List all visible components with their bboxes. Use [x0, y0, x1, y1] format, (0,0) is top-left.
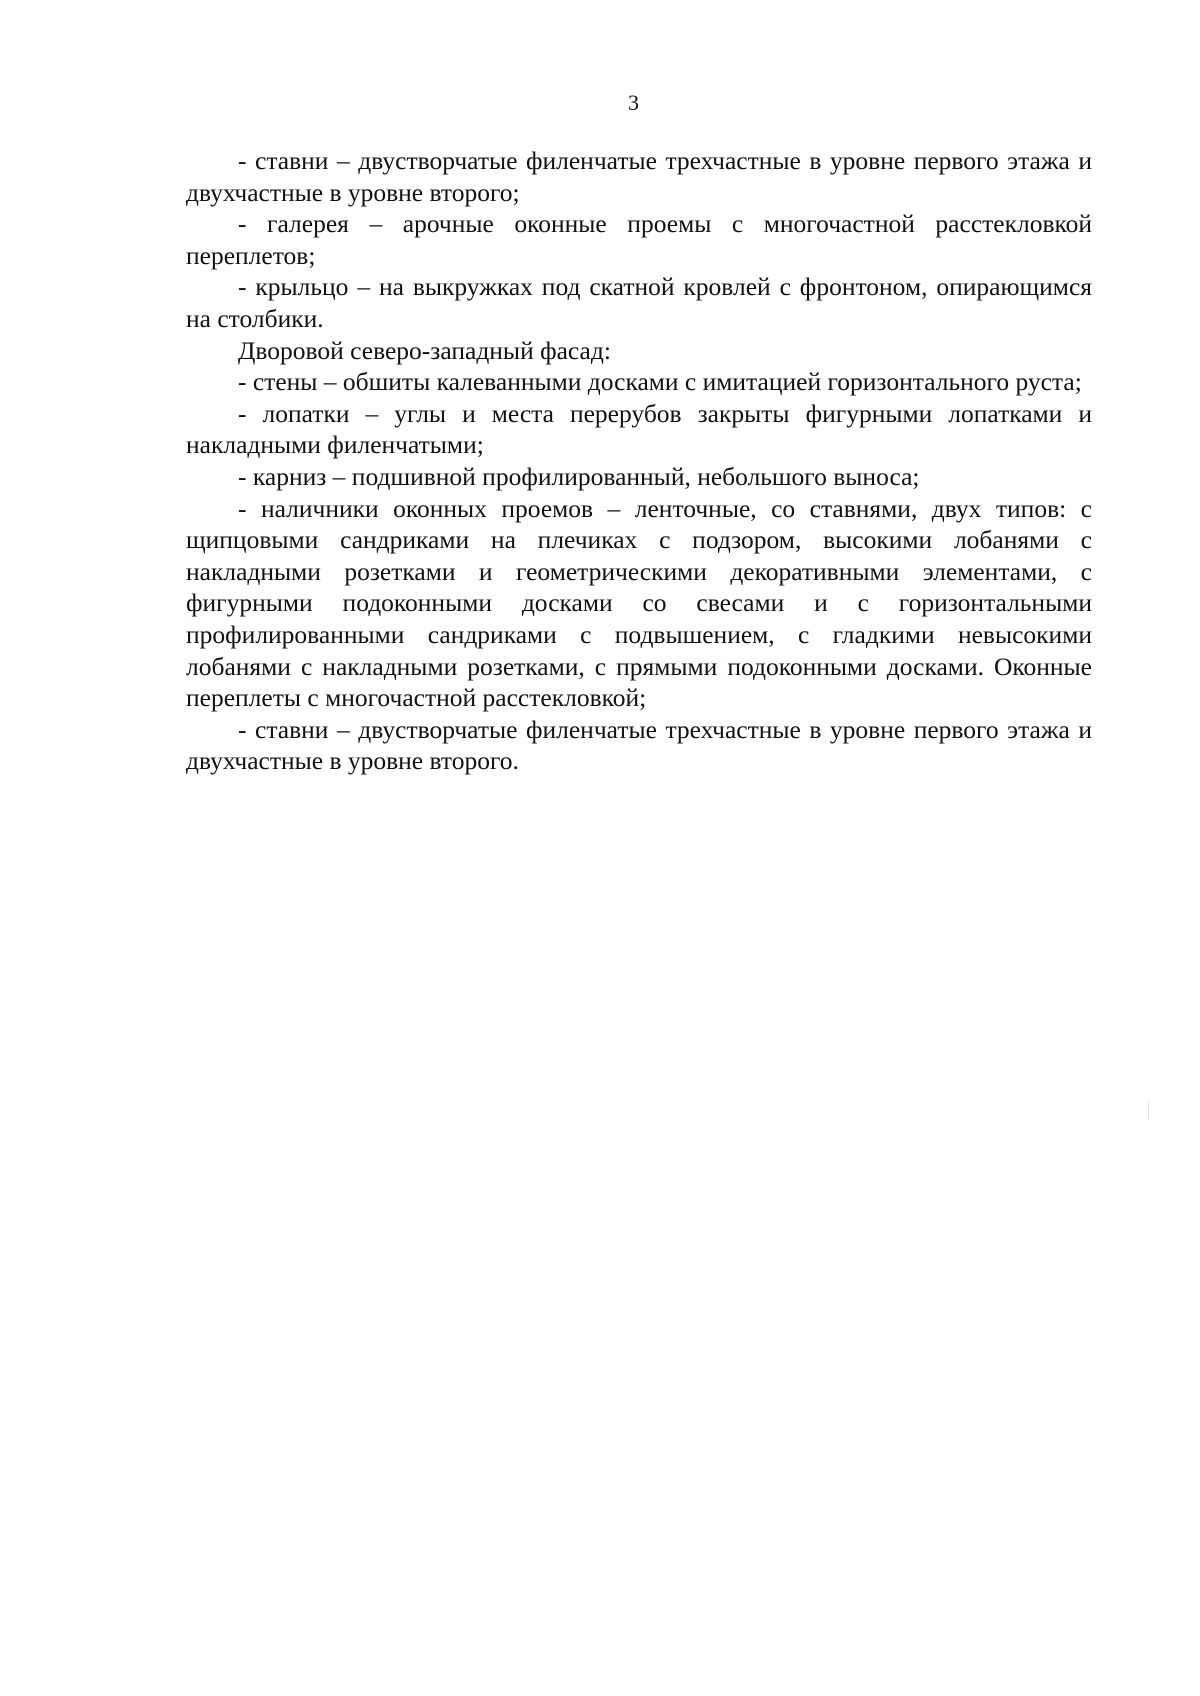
paragraph-window-casings: - наличники оконных проемов – ленточные, со ставнями, двух типов: с щипцовыми сандриками на плечиках с подзором, высокими лобанями с накладными розетками и геометрическими декоративными элементами, с фигурными подоконными досками со свесами и с горизонтальными профилированными сандриками с подвышением, с гладкими невысокими лобанями с накладными розетками, с прямыми подоконными досками. Оконные переплеты с многочастной расстекловкой; — [186, 493, 1092, 713]
page-number: 3 — [628, 90, 639, 115]
paragraph-cornice: - карниз – подшивной профилированный, небольшого выноса; — [238, 461, 920, 491]
section-heading-courtyard-facade: Дворовой северо-западный фасад: — [238, 335, 611, 365]
document-body — [186, 145, 1092, 777]
paragraph-ground-shutters: - ставни – двустворчатые филенчатые трехчастные в уровне первого этажа и двухчастные в уровне второго; — [186, 146, 1092, 207]
paragraph-pilasters: - лопатки – углы и места перерубов закрыты фигурными лопатками и накладными филенчатыми; — [186, 398, 1092, 460]
paragraph-gallery: - галерея – арочные оконные проемы с многочастной расстекловкой переплетов; — [186, 209, 1092, 270]
paragraph-shutters: - ставни – двустворчатые филенчатые трехчастные в уровне первого этажа и двухчастные в уровне второго. — [186, 714, 1092, 776]
scan-artifact — [1148, 1100, 1149, 1120]
paragraph-walls: - стены – обшиты калеванными досками с имитацией горизонтального руста; — [238, 367, 1082, 397]
paragraph-porch: - крыльцо – на выкружках под скатной кровлей с фронтоном, опирающимся на столбики. — [186, 272, 1092, 333]
